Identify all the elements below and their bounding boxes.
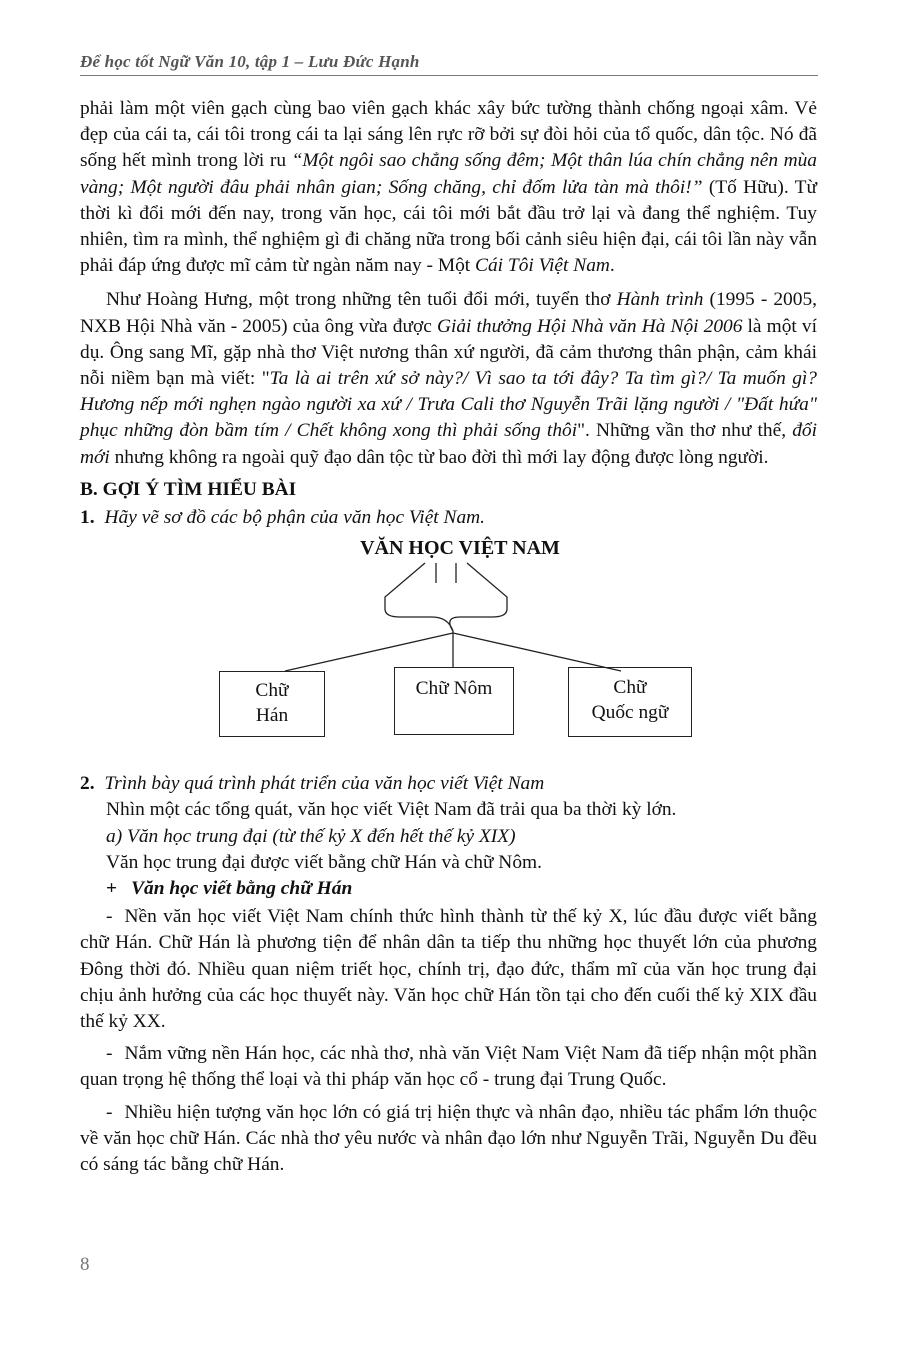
para1-text-3: . [609,255,615,277]
question-1-text: Hãy vẽ sơ đồ các bộ phận của văn học Việt Nam. [104,507,486,529]
question-2 [80,771,817,797]
section-b-heading: B. GỢI Ý TÌM HIỂU BÀI [80,478,297,500]
box-chu-han-line-1: Chữ [255,680,289,702]
paragraph-1 [80,96,817,279]
para2-emphasis-2: Giải thưởng Hội Nhà văn Hà Nội 2006 [436,315,743,337]
question-1 [80,505,817,531]
running-header: Để học tốt Ngữ Văn 10, tập 1 – Lưu Đức Hạnh [80,52,818,76]
box-chu-han [219,671,325,737]
box-chu-nom-label: Chữ Nôm [415,678,493,700]
para2-text-1: Như Hoàng Hưng, một trong những tên tuổi đổi mới, tuyển thơ [106,289,617,311]
sub-heading-a: a) Văn học trung đại (từ thế kỷ X đến hết thế kỷ XIX) [106,825,516,847]
dash-symbol: - [106,1101,113,1123]
question-2-number: 2. [80,773,95,795]
para1-emphasis: Cái Tôi Việt Nam [475,255,610,277]
para2-text-2: (1995 - 2005, NXB Hội Nhà văn - 2005) của ông vừa được [80,289,817,337]
bullet-paragraph-2 [80,1041,817,1093]
para1-text-1: phải làm một viên gạch cùng bao viên gạch khác xây bức tường thành chống ngoại xâm. Vẻ đẹp của cái ta, cái tôi trong cái ta lại sáng lên rực rỡ bởi sự đòi hỏi của tổ quốc, dân tộc. Nó đã sống hết mình trong lời ru [80,98,817,172]
branch-to-han [285,633,453,671]
question-1-number: 1. [80,507,95,529]
branch-to-quocngu [453,633,621,671]
box-quoc-ngu-line-1: Chữ [613,677,647,699]
para2-poem-quote: Ta là ai trên xứ sở này?/ Vì sao ta tới đây? Ta tìm gì?/ Ta muốn gì? Hương nếp mới nghẹn ngào người xa xứ / Trưa Cali thơ Nguyễn Trãi lặng người / "Đất hứa" phục những đòn bầm tím / Chết không xong thì phải sống thôi [80,368,817,442]
question-2-text: Trình bày quá trình phát triển của văn học viết Việt Nam [104,773,545,795]
literature-diagram [80,535,817,767]
box-chu-han-line-2: Hán [255,705,289,727]
bullet-text: Nền văn học viết Việt Nam chính thức hình thành từ thế kỷ X, lúc đầu được viết bằng chữ Hán. Chữ Hán là phương tiện để nhân dân ta tiếp thu những học thuyết lớn của phương Đông thời đó. Nhiều quan niệm triết học, chính trị, đạo đức, thẩm mĩ của văn học trung đại chịu ảnh hưởng của các học thuyết này. Văn học chữ Hán tồn tại cho đến cuối thế kỷ XIX đầu thế kỷ XX. [80,906,817,1033]
page-body [80,96,817,1178]
brace-left [385,563,453,631]
plus-item-text: Văn học viết bằng chữ Hán [131,878,353,900]
brace-right [450,563,507,631]
para2-text-3: là một ví dụ. Ông sang Mĩ, gặp nhà thơ Việt nương thân xứ người, đã cảm thương thân phận, cảm khái nỗi niềm bạn mà viết: " [80,315,817,390]
para1-text-2: (Tố Hữu). Từ thời kì đổi mới đến nay, trong văn học, cái tôi mới bắt đầu trở lại và đang thể nghiệm. Tuy nhiên, tìm ra mình, thể nghiệm gì đi chăng nữa trong bối cảnh siêu hiện đại, cái tôi lần này vẫn phải đáp ứng được mĩ cảm từ ngàn năm nay - Một [80,176,817,277]
overview-text: Nhìn một các tổng quát, văn học viết Việt Nam đã trải qua ba thời kỳ lớn. [106,799,677,821]
box-chu-quoc-ngu [568,667,692,737]
sub-a-description: Văn học trung đại được viết bằng chữ Hán và chữ Nôm. [106,851,542,873]
page-number: 8 [80,1254,90,1275]
bullet-text: Nhiều hiện tượng văn học lớn có giá trị hiện thực và nhân đạo, nhiều tác phẩm lớn thuộc về văn học chữ Hán. Các nhà thơ yêu nước và nhân đạo lớn như Nguyễn Trãi, Nguyễn Du đều có sáng tác bằng chữ Hán. [80,1101,817,1176]
bullet-paragraph-1 [80,904,817,1035]
para2-text-4: ". Những vần thơ như thế, [577,420,793,442]
dash-symbol: - [106,906,113,928]
bullet-paragraph-3 [80,1100,817,1179]
para1-quote: “Một ngôi sao chẳng sống đêm; Một thân lúa chín chẳng nên mùa vàng; Một người đâu phải nhân gian; Sống chăng, chỉ đốm lửa tàn mà thôi!” [80,150,817,198]
plus-symbol: + [106,878,118,900]
para2-text-5: nhưng không ra ngoài quỹ đạo dân tộc từ bao đời thì mới lay động được lòng người. [109,446,769,468]
bullet-text: Nắm vững nền Hán học, các nhà thơ, nhà văn Việt Nam Việt Nam đã tiếp nhận một phần quan trọng hệ thống thể loại và thi pháp văn học cổ - trung đại Trung Quốc. [80,1043,817,1091]
paragraph-2 [80,287,817,470]
diagram-title: VĂN HỌC VIỆT NAM [360,537,560,560]
dash-symbol: - [106,1043,113,1065]
box-chu-nom [394,667,514,735]
plus-item [106,876,817,902]
para2-emphasis-4: đổi mới [80,420,818,468]
box-quoc-ngu-line-2: Quốc ngữ [591,702,669,724]
para2-emphasis-1: Hành trình [616,289,704,311]
